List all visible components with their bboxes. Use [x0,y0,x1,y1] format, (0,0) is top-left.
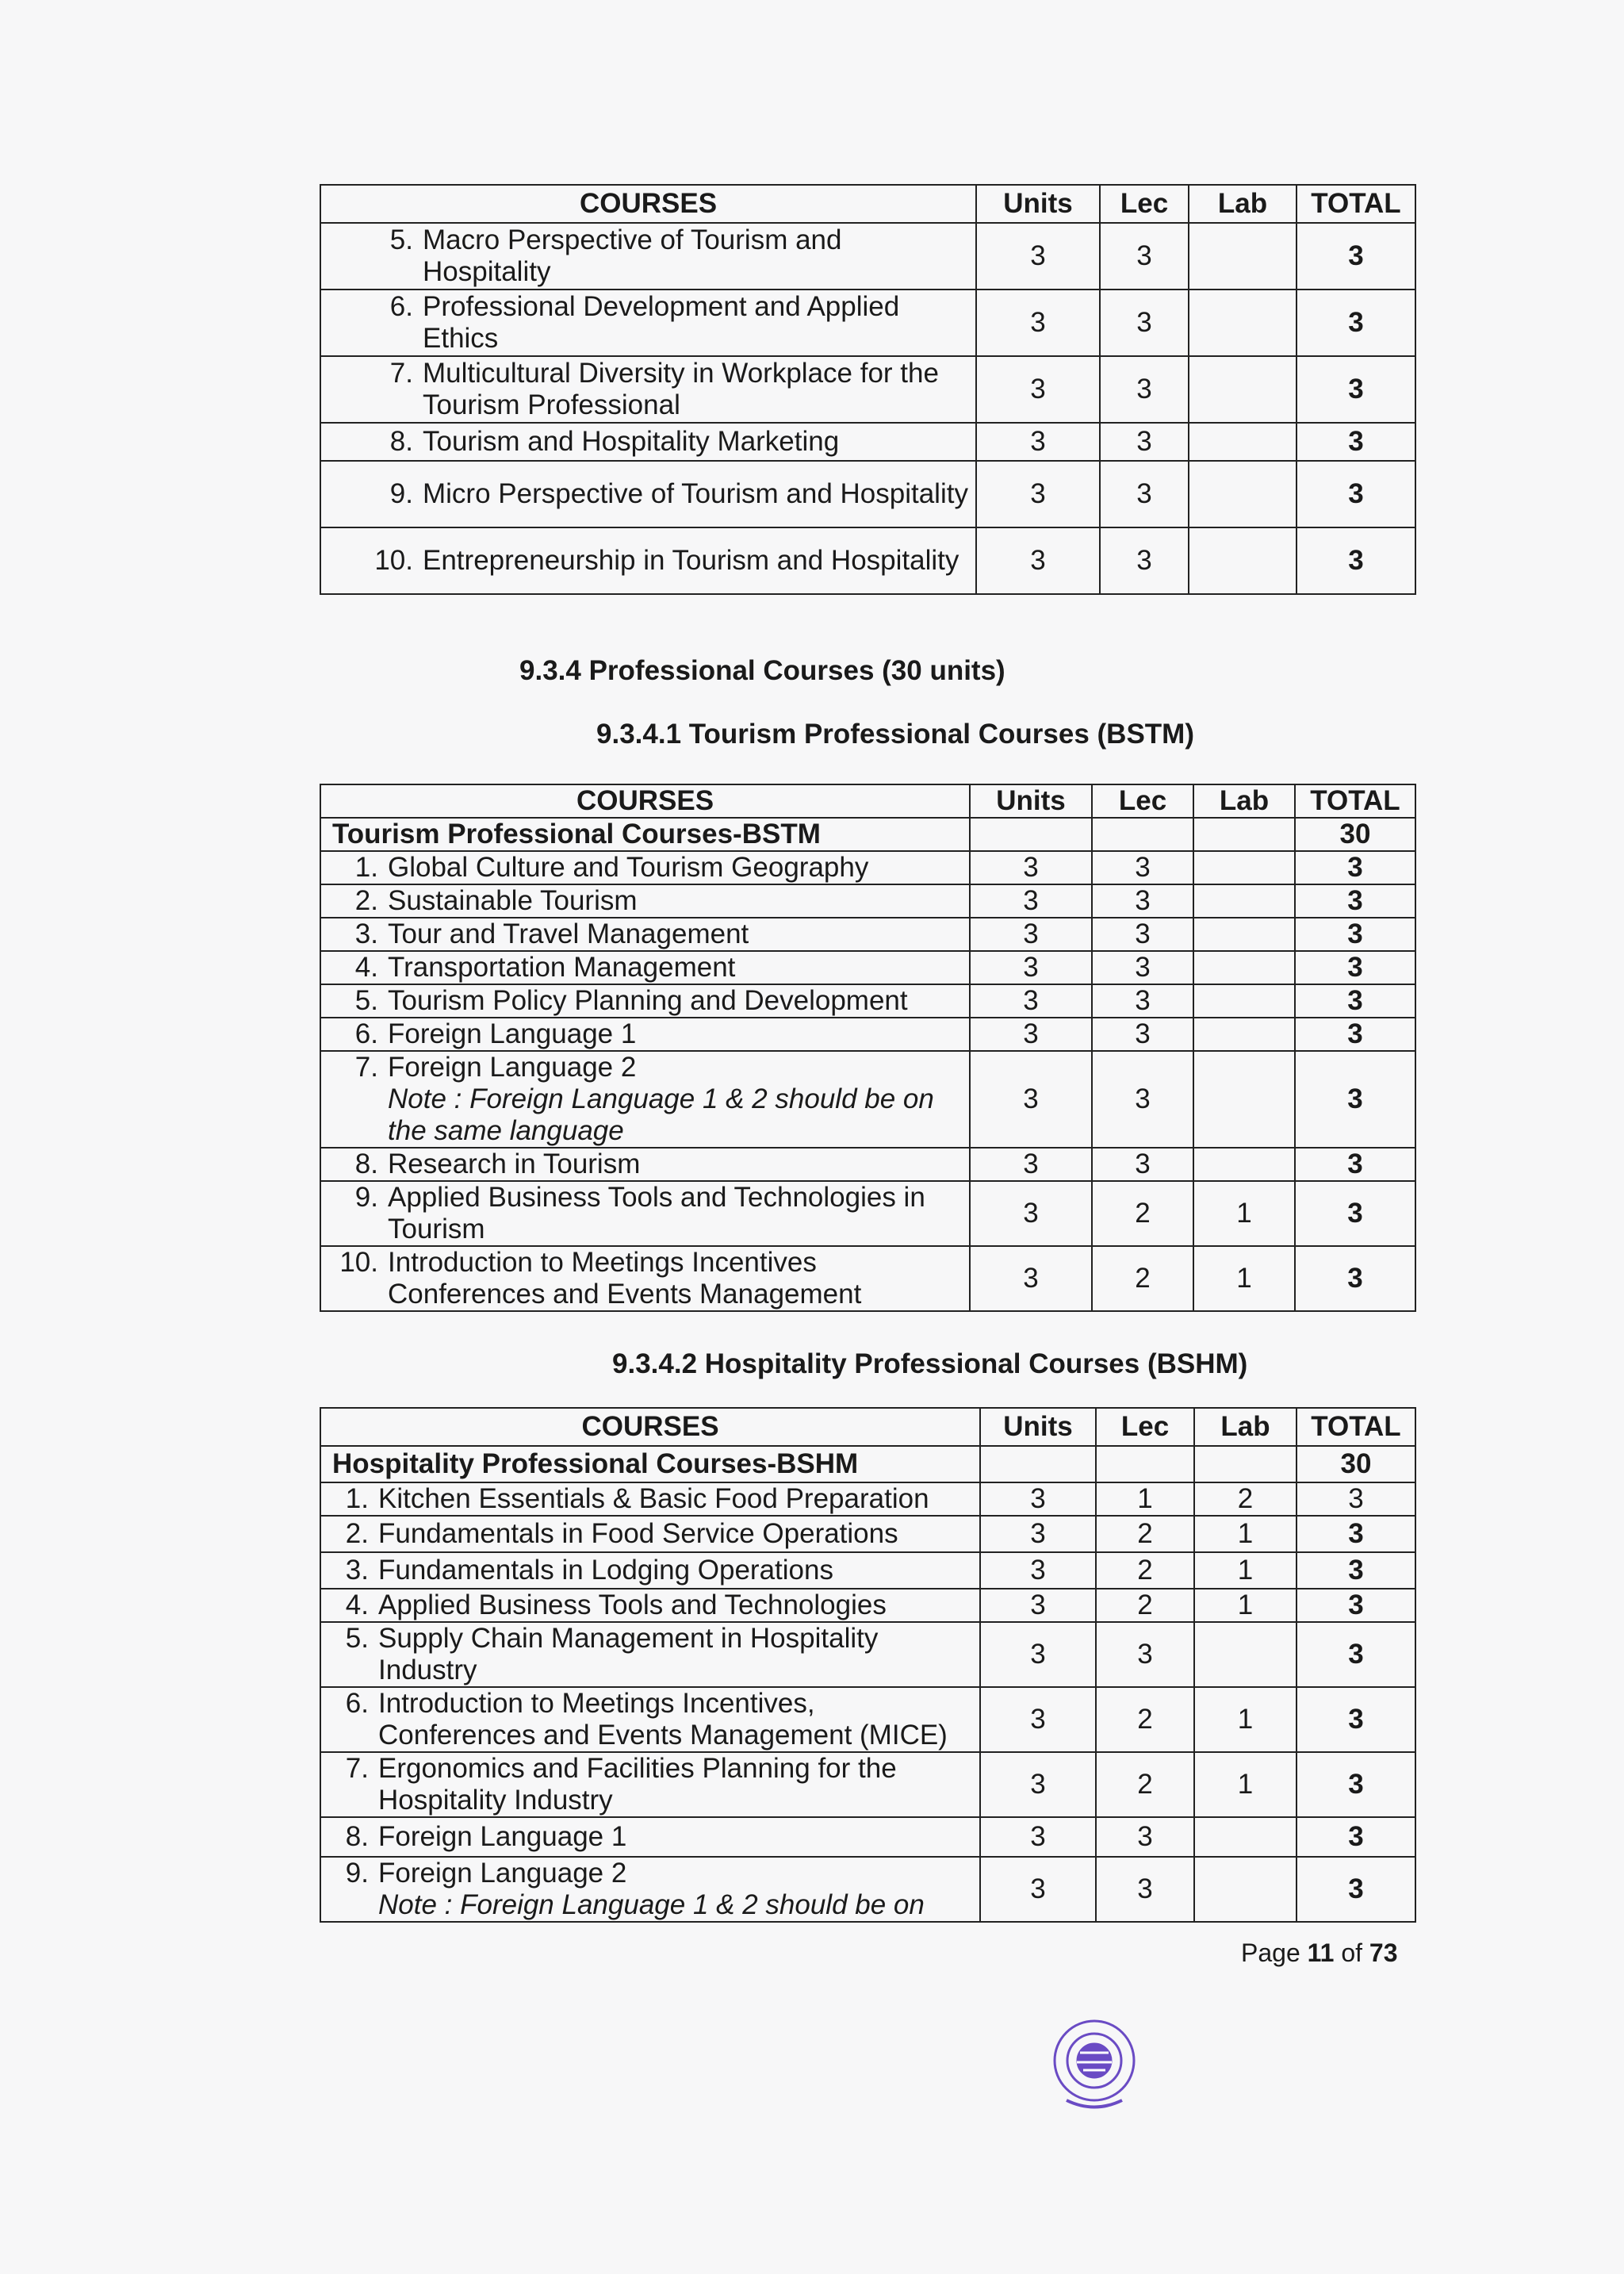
lec-cell: 3 [1100,223,1189,290]
course-name: Tour and Travel Management [388,918,749,949]
course-cell [320,984,970,1018]
table-row [320,951,1415,984]
lab-cell [1189,461,1297,527]
table-row [320,1181,1415,1246]
item-number: 9. [345,1858,369,1889]
item-number: 1. [354,852,378,883]
lec-cell: 2 [1096,1552,1194,1589]
col-header-lab: Lab [1193,784,1295,818]
units-cell: 3 [970,951,1092,984]
table-row [320,851,1415,884]
units-cell: 3 [970,1148,1092,1181]
item-number: 4. [345,1589,369,1620]
total-cell: 3 [1297,1516,1415,1552]
total-cell: 3 [1297,1687,1415,1752]
total-cell: 3 [1295,984,1415,1018]
item-number: 9. [354,1182,378,1213]
item-number: 4. [354,952,378,983]
table-row [320,1622,1415,1687]
course-name: Foreign Language 1 [388,1018,637,1049]
lab-cell [1193,851,1295,884]
item-number: 3. [354,918,378,949]
table-row [320,1687,1415,1752]
lab-cell: 2 [1194,1482,1297,1516]
table-row [320,1857,1415,1922]
units-cell: 3 [980,1752,1096,1817]
course-name: Professional Development and Applied Ethics [423,291,900,354]
course-cell [320,884,970,918]
item-number: 6. [345,1688,369,1719]
lec-cell: 3 [1096,1817,1194,1857]
course-cell [320,1817,980,1857]
col-header-lab: Lab [1194,1408,1297,1446]
item-number: 1. [345,1483,369,1514]
units-cell: 3 [976,423,1100,461]
total-cell: 3 [1297,1552,1415,1589]
course-name: Applied Business Tools and Technologies [378,1589,887,1620]
course-cell [320,1622,980,1687]
units-cell: 3 [980,1589,1096,1622]
table-row [320,1752,1415,1817]
lab-cell: 1 [1193,1181,1295,1246]
item-number: 10. [339,1247,378,1278]
table-row [320,356,1415,423]
total-cell: 3 [1297,1857,1415,1922]
units-cell: 3 [980,1857,1096,1922]
units-cell: 3 [976,527,1100,594]
total-cell: 3 [1295,1181,1415,1246]
table-row [320,423,1415,461]
course-cell [320,951,970,984]
course-name: Foreign Language 1 [378,1821,627,1852]
lab-cell [1189,223,1297,290]
course-name: Sustainable Tourism [388,885,638,916]
table-row [320,1516,1415,1552]
course-cell [320,1181,970,1246]
total-cell: 3 [1295,884,1415,918]
table-row [320,884,1415,918]
table-row [320,1018,1415,1051]
course-cell [320,290,976,356]
item-number: 7. [389,358,413,389]
course-cell [320,1516,980,1552]
course-cell [320,1687,980,1752]
course-name: Fundamentals in Food Service Operations [378,1518,898,1549]
lec-cell: 3 [1092,884,1193,918]
units-cell: 3 [980,1482,1096,1516]
lab-cell [1194,1817,1297,1857]
page-number: Page 11 of 73 [1241,1938,1398,1967]
course-name: Foreign Language 2 [388,1052,637,1083]
lec-cell: 2 [1096,1687,1194,1752]
lec-cell: 3 [1092,1051,1193,1148]
lec-cell: 2 [1096,1516,1194,1552]
lab-cell [1193,1148,1295,1181]
lab-cell: 1 [1194,1552,1297,1589]
course-name: Multicultural Diversity in Workplace for the Tourism Professional [423,358,939,420]
lab-cell [1193,884,1295,918]
lab-cell [1193,918,1295,951]
total-cell: 3 [1297,1622,1415,1687]
course-name: Introduction to Meetings Incentives Conferences and Events Management [388,1247,862,1310]
group-label: Hospitality Professional Courses-BSHM [320,1446,980,1482]
course-cell [320,356,976,423]
lec-cell: 2 [1092,1181,1193,1246]
lec-cell: 3 [1096,1857,1194,1922]
total-cell: 3 [1297,290,1415,356]
course-name: Ergonomics and Facilities Planning for the Hospitality Industry [378,1753,897,1816]
units-cell: 3 [970,918,1092,951]
course-name: Micro Perspective of Tourism and Hospitality [423,478,968,509]
lec-cell: 3 [1092,951,1193,984]
lec-cell: 3 [1092,851,1193,884]
units-cell: 3 [970,1051,1092,1148]
units-cell: 3 [980,1552,1096,1589]
col-header-lab: Lab [1189,185,1297,223]
lec-cell: 3 [1100,356,1189,423]
course-name: Introduction to Meetings Incentives, Conferences and Events Management (MICE) [378,1688,948,1751]
course-cell [320,1246,970,1311]
course-name: Tourism Policy Planning and Development [388,985,908,1016]
table-row [320,984,1415,1018]
lec-cell: 3 [1100,423,1189,461]
course-cell [320,1857,980,1922]
total-cell: 3 [1297,223,1415,290]
total-cell: 3 [1295,851,1415,884]
course-name: Applied Business Tools and Technologies in Tourism [388,1182,925,1244]
total-cell: 3 [1297,1817,1415,1857]
course-cell [320,1752,980,1817]
course-cell [320,1018,970,1051]
course-name: Transportation Management [388,952,736,983]
lec-cell: 3 [1096,1622,1194,1687]
lec-cell: 3 [1100,290,1189,356]
lec-cell: 3 [1100,461,1189,527]
units-cell: 3 [976,290,1100,356]
total-cell: 3 [1297,1589,1415,1622]
units-cell: 3 [980,1687,1096,1752]
col-header-units: Units [980,1408,1096,1446]
col-header-courses: COURSES [320,185,976,223]
col-header-lec: Lec [1096,1408,1194,1446]
units-cell: 3 [970,851,1092,884]
lec-cell: 3 [1100,527,1189,594]
units-cell: 3 [970,884,1092,918]
item-number: 8. [389,426,413,457]
lec-cell: 3 [1092,1018,1193,1051]
lab-cell [1189,290,1297,356]
lab-cell [1193,951,1295,984]
course-cell [320,423,976,461]
lab-cell: 1 [1194,1589,1297,1622]
total-cell: 3 [1297,1482,1415,1516]
units-cell: 3 [970,984,1092,1018]
item-number: 2. [354,885,378,916]
total-cell: 3 [1297,527,1415,594]
lab-cell [1189,356,1297,423]
course-cell [320,1482,980,1516]
course-cell [320,461,976,527]
lab-cell [1193,1051,1295,1148]
course-name: Global Culture and Tourism Geography [388,852,869,883]
lab-cell: 1 [1194,1687,1297,1752]
course-note: Note : Foreign Language 1 & 2 should be on [378,1889,925,1920]
item-number: 3. [345,1555,369,1586]
course-name: Kitchen Essentials & Basic Food Preparation [378,1483,929,1514]
lec-cell: 3 [1092,984,1193,1018]
col-header-total: TOTAL [1295,784,1415,818]
course-cell [320,851,970,884]
units-cell: 3 [976,223,1100,290]
group-total: 30 [1295,818,1415,851]
lab-cell: 1 [1194,1752,1297,1817]
units-cell: 3 [970,1018,1092,1051]
col-header-lec: Lec [1092,784,1193,818]
ched-seal-logo [1039,2007,1150,2118]
item-number: 5. [345,1623,369,1654]
col-header-units: Units [970,784,1092,818]
item-number: 6. [389,291,413,322]
group-label: Tourism Professional Courses-BSTM [320,818,970,851]
units-cell: 3 [980,1516,1096,1552]
total-cell: 3 [1295,951,1415,984]
col-header-courses: COURSES [320,784,970,818]
lab-cell [1194,1857,1297,1922]
lec-cell: 2 [1092,1246,1193,1311]
units-cell: 3 [980,1622,1096,1687]
lab-cell [1189,423,1297,461]
total-cell: 3 [1297,356,1415,423]
col-header-lec: Lec [1100,185,1189,223]
course-name: Research in Tourism [388,1149,641,1179]
course-cell [320,918,970,951]
table-row [320,1817,1415,1857]
lec-cell: 3 [1092,1148,1193,1181]
col-header-units: Units [976,185,1100,223]
course-name: Foreign Language 2 [378,1858,627,1889]
units-cell: 3 [976,461,1100,527]
course-cell [320,223,976,290]
item-number: 10. [374,545,413,576]
course-note: Note : Foreign Language 1 & 2 should be on the same language [388,1083,934,1146]
course-cell [320,1148,970,1181]
lab-cell [1193,984,1295,1018]
lab-cell [1194,1622,1297,1687]
lab-cell: 1 [1193,1246,1295,1311]
course-name: Supply Chain Management in Hospitality Industry [378,1623,879,1685]
item-number: 7. [354,1052,378,1083]
table-row [320,223,1415,290]
group-total: 30 [1297,1446,1415,1482]
total-cell: 3 [1295,1246,1415,1311]
table-row [320,918,1415,951]
table-row [320,1051,1415,1148]
course-name: Entrepreneurship in Tourism and Hospitality [423,545,959,576]
table-row [320,527,1415,594]
lec-cell: 3 [1092,918,1193,951]
total-cell: 3 [1295,1051,1415,1148]
lec-cell: 2 [1096,1752,1194,1817]
table-row [320,290,1415,356]
course-name: Tourism and Hospitality Marketing [423,426,840,457]
item-number: 2. [345,1518,369,1549]
lab-cell [1189,527,1297,594]
col-header-total: TOTAL [1297,185,1415,223]
course-cell [320,1552,980,1589]
course-cell [320,527,976,594]
col-header-courses: COURSES [320,1408,980,1446]
total-cell: 3 [1297,461,1415,527]
col-header-total: TOTAL [1297,1408,1415,1446]
course-name: Macro Perspective of Tourism and Hospitality [423,224,842,287]
item-number: 8. [354,1149,378,1179]
table-row [320,1589,1415,1622]
total-cell: 3 [1297,423,1415,461]
lec-cell: 2 [1096,1589,1194,1622]
bstm-courses-table [320,784,1416,1312]
table-row [320,461,1415,527]
subsection-heading-bshm: 9.3.4.2 Hospitality Professional Courses (BSHM) [612,1348,1248,1379]
table-row [320,1148,1415,1181]
lab-cell [1193,1018,1295,1051]
units-cell: 3 [970,1181,1092,1246]
total-cell: 3 [1295,1018,1415,1051]
item-number: 8. [345,1821,369,1852]
courses-table-continued [320,184,1416,595]
total-cell: 3 [1297,1752,1415,1817]
section-heading: 9.3.4 Professional Courses (30 units) [519,655,1005,686]
bshm-courses-table [320,1407,1416,1923]
table-row [320,1552,1415,1589]
item-number: 5. [389,224,413,255]
item-number: 7. [345,1753,369,1784]
units-cell: 3 [976,356,1100,423]
table-row [320,1246,1415,1311]
lec-cell: 1 [1096,1482,1194,1516]
total-cell: 3 [1295,918,1415,951]
course-cell [320,1051,970,1148]
subsection-heading-bstm: 9.3.4.1 Tourism Professional Courses (BSTM) [596,719,1194,750]
table-row [320,1482,1415,1516]
course-cell [320,1589,980,1622]
item-number: 9. [389,478,413,509]
item-number: 5. [354,985,378,1016]
lab-cell: 1 [1194,1516,1297,1552]
units-cell: 3 [980,1817,1096,1857]
item-number: 6. [354,1018,378,1049]
units-cell: 3 [970,1246,1092,1311]
course-name: Fundamentals in Lodging Operations [378,1555,833,1586]
total-cell: 3 [1295,1148,1415,1181]
